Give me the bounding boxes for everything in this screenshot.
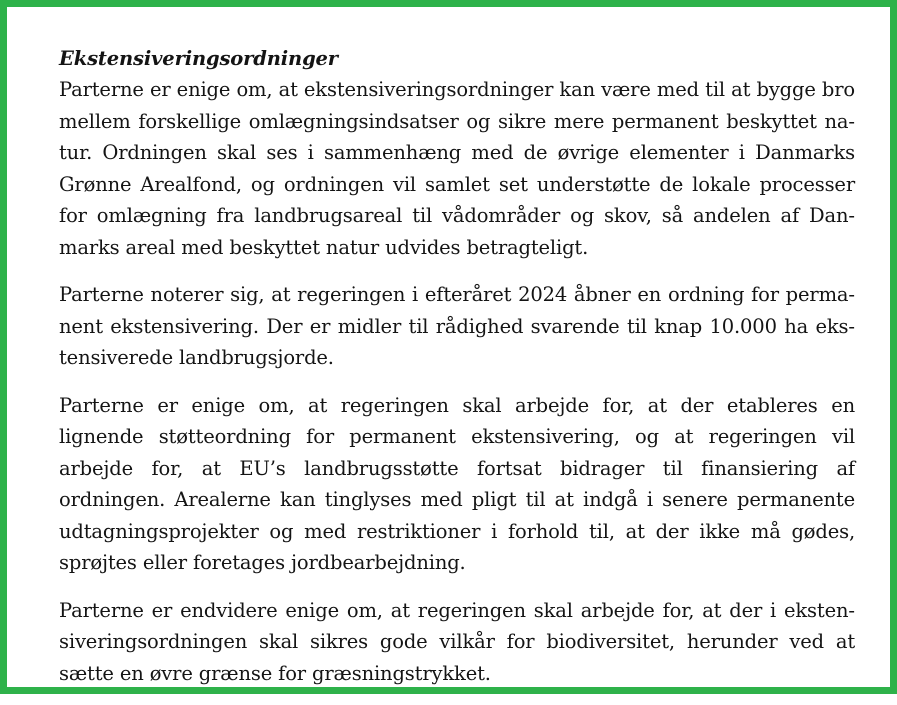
paragraph-1: Parterne er enige om, at ekstensiveringsordninger kan være med til at bygge bro mellem forskellige omlægningsindsatser og sikre mere permanent beskyttet natur. Ordningen skal ses i sammenhæng med de øvrige elementer i Danmarks Grønne Arealfond, og ordningen vil samlet set understøtte de lokale processer for omlægning fra landbrugsareal til vådområder og skov, så andelen af Danmarks areal med beskyttet natur udvides betragteligt. <box>59 78 855 259</box>
document-body <box>59 45 855 705</box>
paragraph-2: Parterne noterer sig, at regeringen i efteråret 2024 åbner en ordning for permanent ekstensivering. Der er midler til rådighed svarende til knap 10.000 ha ekstensiverede landbrugsjorde. <box>59 283 855 369</box>
section-heading: Ekstensiveringsordninger <box>59 47 338 70</box>
paragraph-3: Parterne er enige om, at regeringen skal arbejde for, at der etableres en lignende støtteordning for permanent ekstensivering, og at regeringen vil arbejde for, at EU’s landbrugsstøtte fortsat bidrager til finansiering af ordningen. Arealerne kan tinglyses med pligt til at indgå i senere permanente udtagningsprojekter og med restriktioner i forhold til, at der ikke må gødes, sprøjtes eller foretages jordbearbejdning. <box>59 393 855 574</box>
paragraph-4: Parterne er endvidere enige om, at regeringen skal arbejde for, at der i ekstensiveringsordningen skal sikres gode vilkår for biodiversitet, herunder ved at sætte en øvre grænse for græsningstrykket. <box>59 598 855 685</box>
